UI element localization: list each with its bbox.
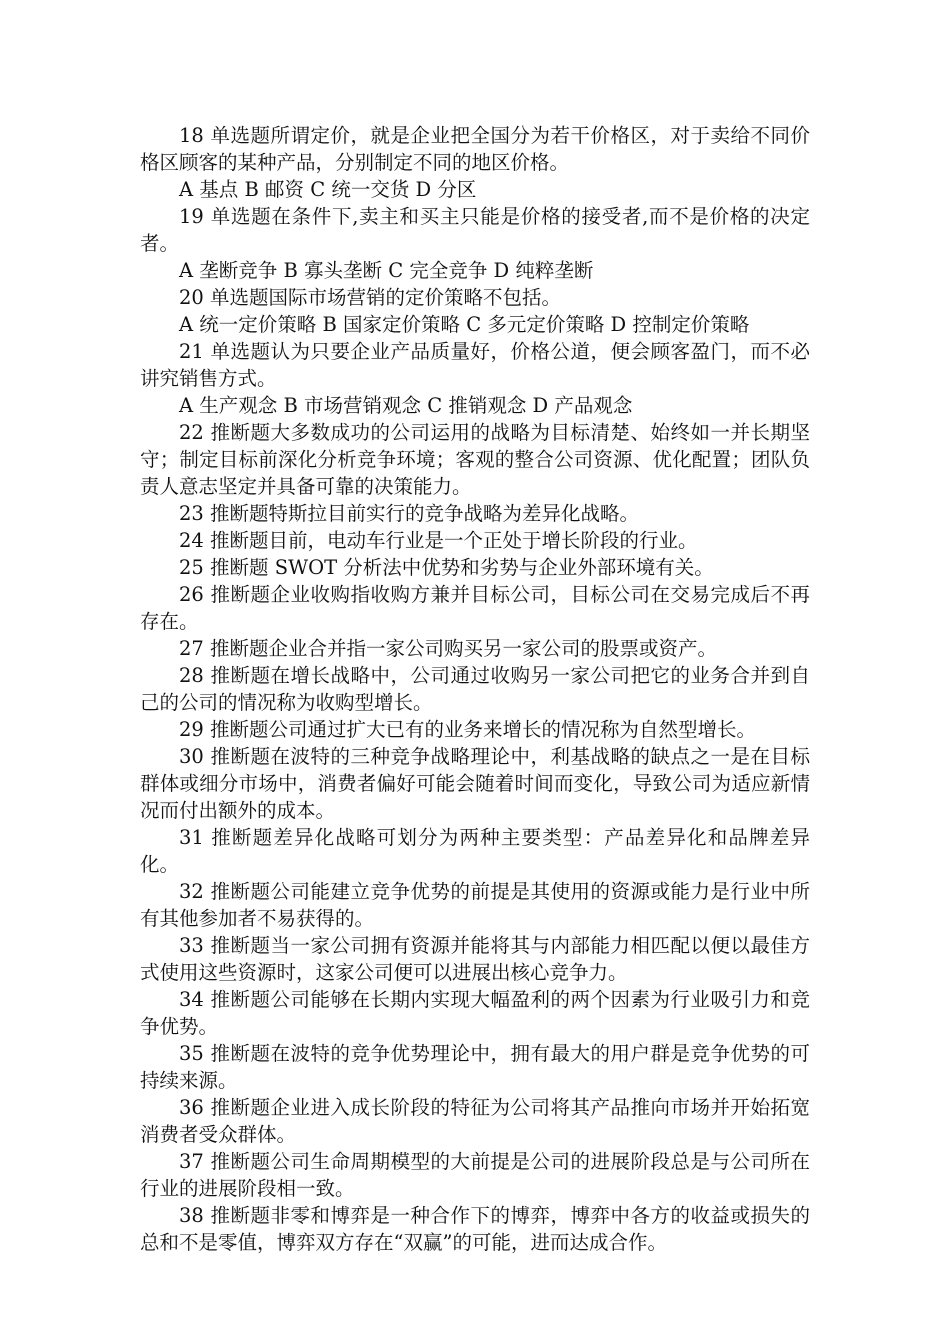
question-18: 18 单选题所谓定价，就是企业把全国分为若干价格区，对于卖给不同价格区顾客的某种产品，分别制定不同的地区价格。 bbox=[140, 124, 810, 174]
question-22: 22 推断题大多数成功的公司运用的战略为目标清楚、始终如一并长期坚守；制定目标前深化分析竞争环境；客观的整合公司资源、优化配置；团队负责人意志坚定并具备可靠的决策能力。 bbox=[140, 421, 810, 498]
question-31: 31 推断题差异化战略可划分为两种主要类型：产品差异化和品牌差异化。 bbox=[140, 826, 810, 876]
question-19: 19 单选题在条件下,卖主和买主只能是价格的接受者,而不是价格的决定者。 bbox=[140, 205, 810, 255]
question-34: 34 推断题公司能够在长期内实现大幅盈利的两个因素为行业吸引力和竞争优势。 bbox=[140, 988, 810, 1038]
question-38: 38 推断题非零和博弈是一种合作下的博弈，博弈中各方的收益或损失的总和不是零值，博弈双方存在“双赢”的可能，进而达成合作。 bbox=[140, 1204, 810, 1254]
question-24: 24 推断题目前，电动车行业是一个正处于增长阶段的行业。 bbox=[179, 529, 698, 552]
question-27: 27 推断题企业合并指一家公司购买另一家公司的股票或资产。 bbox=[179, 637, 718, 660]
question-35: 35 推断题在波特的竞争优势理论中，拥有最大的用户群是竞争优势的可持续来源。 bbox=[140, 1042, 810, 1092]
question-33: 33 推断题当一家公司拥有资源并能将其与内部能力相匹配以便以最佳方式使用这些资源时，这家公司便可以进展出核心竞争力。 bbox=[140, 934, 810, 984]
question-29: 29 推断题公司通过扩大已有的业务来增长的情况称为自然型增长。 bbox=[179, 718, 757, 741]
document-page bbox=[140, 122, 810, 1256]
question-36: 36 推断题企业进入成长阶段的特征为公司将其产品推向市场并开始拓宽消费者受众群体。 bbox=[140, 1096, 810, 1146]
question-32: 32 推断题公司能建立竞争优势的前提是其使用的资源或能力是行业中所有其他参加者不易获得的。 bbox=[140, 880, 810, 930]
question-21-options: A 生产观念 B 市场营销观念 C 推销观念 D 产品观念 bbox=[179, 394, 633, 417]
question-20: 20 单选题国际市场营销的定价策略不包括。 bbox=[179, 286, 562, 309]
question-37: 37 推断题公司生命周期模型的大前提是公司的进展阶段总是与公司所在行业的进展阶段相一致。 bbox=[140, 1150, 810, 1200]
question-21: 21 单选题认为只要企业产品质量好，价格公道，便会顾客盈门，而不必讲究销售方式。 bbox=[140, 340, 810, 390]
question-30: 30 推断题在波特的三种竞争战略理论中，利基战略的缺点之一是在目标群体或细分市场中，消费者偏好可能会随着时间而变化，导致公司为适应新情况而付出额外的成本。 bbox=[140, 745, 810, 822]
question-28: 28 推断题在增长战略中，公司通过收购另一家公司把它的业务合并到自己的公司的情况称为收购型增长。 bbox=[140, 664, 810, 714]
question-25: 25 推断题 SWOT 分析法中优势和劣势与企业外部环境有关。 bbox=[179, 556, 714, 579]
question-18-options: A 基点 B 邮资 C 统一交货 D 分区 bbox=[179, 178, 477, 201]
question-23: 23 推断题特斯拉目前实行的竞争战略为差异化战略。 bbox=[179, 502, 640, 525]
question-26: 26 推断题企业收购指收购方兼并目标公司，目标公司在交易完成后不再存在。 bbox=[140, 583, 810, 633]
question-20-options: A 统一定价策略 B 国家定价策略 C 多元定价策略 D 控制定价策略 bbox=[179, 313, 750, 336]
question-19-options: A 垄断竞争 B 寡头垄断 C 完全竞争 D 纯粹垄断 bbox=[179, 259, 594, 282]
